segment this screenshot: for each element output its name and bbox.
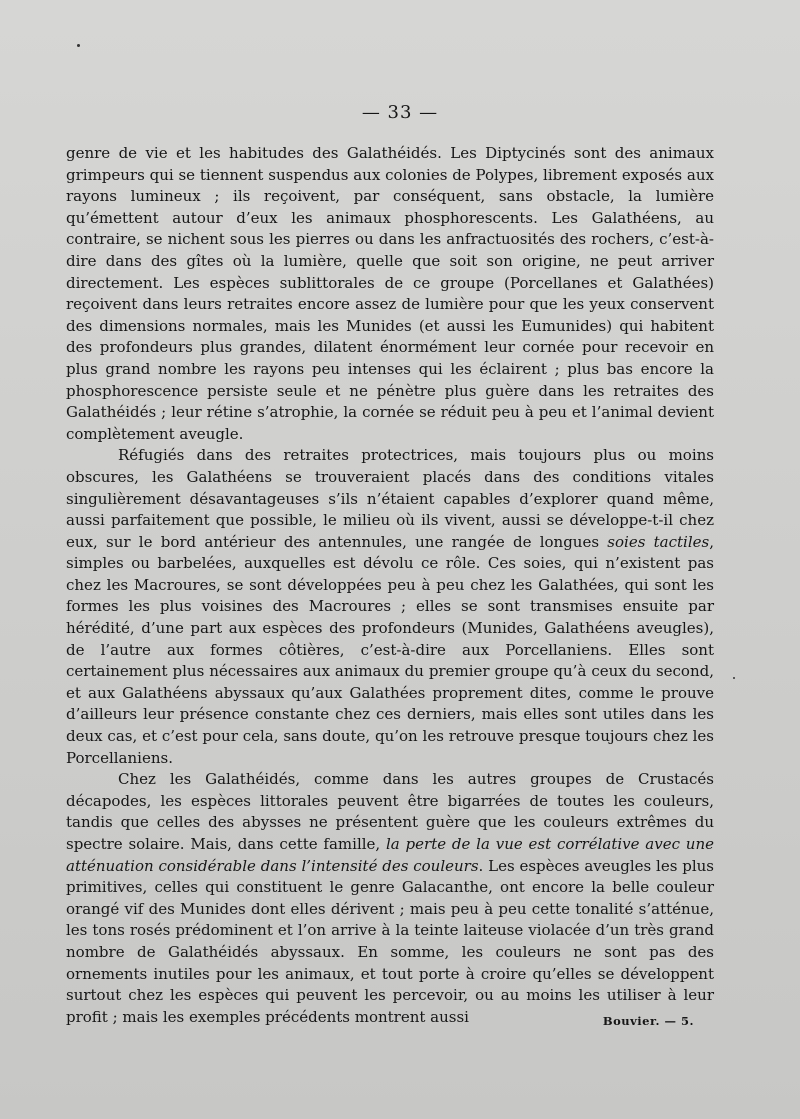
text-segment: , simples ou barbelées, auxquelles est dévolu ce rôle. Ces soies, qui n’existent pas chez les Macroures, se sont développées peu à peu chez les Galathées, qui sont les formes les plus voisines des Macroures ; elles se sont transmises ensuite par hérédité, d’une part aux espèces des profondeurs (Munides, Galathéens aveugles), de l’autre aux formes côtières, c’est-à-dire aux Porcellaniens. Elles sont certainement plus nécessaires aux animaux du premier groupe qu’à ceux du second, et aux Galathéens abyssaux qu’aux Galathées proprement dites, comme le prouve d’ailleurs leur présence constante chez ces derniers, mais elles sont utiles dans les deux cas, et c’est pour cela, sans doute, qu’on les retrouve presque toujours chez les Porcellaniens. bbox=[66, 532, 715, 767]
text-segment: . Les espèces aveugles les plus primitives, celles qui constituent le genre Galacanthe, ont encore la belle couleur orangé vif des Munides dont elles dérivent ; mais peu à peu cette tonalité s’atténue, les tons rosés prédominent et l’on arrive à la teinte laiteuse violacée d’un très grand nombre de Galathéidés abyssaux. En somme, les couleurs ne sont pas des ornements inutiles pour les animaux, et tout porte à croire qu’elles se développent surtout chez les espèces qui peuvent les percevoir, ou au moins les utiliser à leur profit ; mais les exemples précédents montrent aussi bbox=[66, 856, 714, 1026]
paragraph bbox=[66, 769, 714, 1028]
text-segment: genre de vie et les habitudes des Galathéidés. Les Diptycinés sont des animaux grimpeurs qui se tiennent suspendus aux colonies de Polypes, librement exposés aux rayons lumineux ; ils reçoivent, par conséquent, sans obstacle, la lumière qu’émettent autour d’eux les animaux phosphorescents. Les Galathéens, au contraire, se nichent sous les pierres ou dans les anfractuosités des rochers, c’est-à-dire dans des gîtes où la lumière, quelle que soit son origine, ne peut arriver directement. Les espèces sublittorales de ce groupe (Porcellanes et Galathées) reçoivent dans leurs retraites encore assez de lumière pour que les yeux conservent des dimensions normales, mais les Munides (et aussi les Eumunides) qui habitent des profondeurs plus grandes, dilatent énormément leur cornée pour recevoir en plus grand nombre les rayons peu intenses qui les éclairent ; plus bas encore la phosphorescence persiste seule et ne pénètre plus guère dans les retraites des Galathéidés ; leur rétine s’atrophie, la cornée se réduit peu à peu et l’animal devient complètement aveugle. bbox=[66, 144, 714, 443]
ink-speck bbox=[733, 677, 735, 679]
body-text bbox=[66, 143, 714, 1028]
italic-text: soies tactiles bbox=[607, 532, 710, 551]
ink-speck bbox=[77, 44, 80, 47]
text-segment: Réfugiés dans des retraites protectrices, mais toujours plus ou moins obscures, les Galathéens se trouveraient placés dans des conditions vitales singulièrement désavantageuses s’ils n’étaient capables d’explorer quand même, aussi parfaitement que possible, le milieu où ils vivent, aussi se développe-t-il chez eux, sur le bord antérieur des antennules, une rangée de longues bbox=[66, 446, 714, 551]
text-segment: Chez les Galathéidés, comme dans les autres groupes de Crustacés décapodes, les espèces littorales peuvent être bigarrées de toutes les couleurs, tandis que celles des abysses ne présentent guère que les couleurs extrêmes du spectre solaire. Mais, dans cette famille, bbox=[66, 770, 714, 853]
signature-mark: Bouvier. — 5. bbox=[602, 1014, 694, 1028]
paragraph bbox=[66, 445, 714, 769]
page-number: — 33 — bbox=[361, 102, 439, 123]
italic-text: la perte de la vue est corrélative avec une atténuation considérable dans l’intensité des couleurs bbox=[66, 835, 715, 875]
paragraph bbox=[66, 143, 714, 445]
